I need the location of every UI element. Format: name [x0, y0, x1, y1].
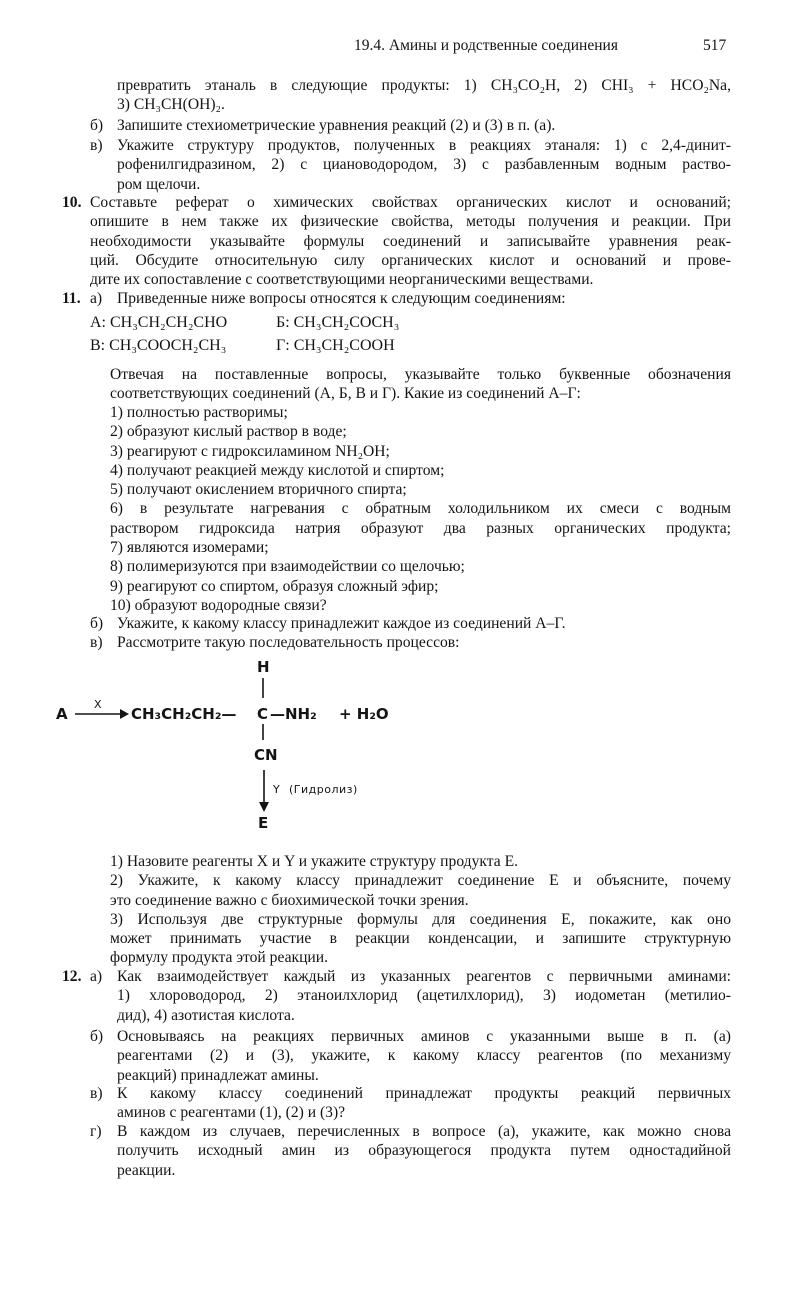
q12b-line: реакций) принадлежат амины. [117, 1066, 319, 1084]
hydrolysis-label: (Гидролиз) [289, 783, 358, 796]
q9v-label: в) [90, 137, 103, 154]
intro-line: превратить этаналь в следующие продукты: 1) CH₃CO₂H, 2) CHI₃ + HCO₂Na, [117, 77, 731, 94]
sub-question-line: 2) Укажите, к какому классу принадлежит соединение E и объясните, почему [110, 872, 731, 890]
q9v-line: Укажите структуру продуктов, полученных в реакциях этаналя: 1) с 2,4-динит- [117, 137, 731, 154]
arrow-y-head [259, 802, 269, 812]
list-item: 1) полностью растворимы; [110, 404, 288, 421]
q10-line: опишите в нем также их физические свойства, методы получения и реакции. При [90, 213, 731, 231]
sub-question-line: 1) Назовите реагенты X и Y и укажите структуру продукта E. [110, 853, 519, 870]
q12v-line: К какому классу соединений принадлежат продукты реакций первичных [117, 1085, 731, 1102]
answer-intro-line: Отвечая на поставленные вопросы, указывайте только буквенные обозначения [110, 366, 731, 383]
chain-fragment: CH₃CH₂CH₂— [131, 705, 237, 723]
q10-line: ций. Обсудите относительную силу органических кислот и оснований и прове- [90, 251, 731, 269]
section-title: 19.4. Амины и родственные соединения [354, 37, 618, 54]
sub-question-line: формулу продукта этой реакции. [110, 949, 329, 967]
list-item: 7) являются изомерами; [110, 539, 269, 557]
compound-v: В: CH₃COOCH₂CH₃ [90, 337, 227, 354]
q11a-line: Приведенные ниже вопросы относятся к следующим соединениям: [117, 290, 566, 307]
q11b-text: Укажите, к какому классу принадлежит каждое из соединений А–Г. [117, 615, 566, 632]
q10-text [90, 193, 731, 289]
q12g-line: реакции. [117, 1161, 176, 1179]
q11v-label: в) [90, 634, 103, 651]
q12g-label: г) [90, 1123, 102, 1140]
q12g-line: получить исходный амин из образующегося продукта путем одностадийной [117, 1142, 731, 1160]
q12a-line: дид), 4) азотистая кислота. [117, 1006, 295, 1024]
q12a-line: 1) хлороводород, 2) этаноилхлорид (ацетилхлорид), 3) иодометан (метилио- [117, 987, 731, 1005]
q9b-label: б) [90, 117, 104, 134]
cyano-group: CN [254, 746, 278, 764]
reagent-y: Y [273, 783, 281, 796]
compound-g: Г: CH₃CH₂COOH [276, 337, 395, 354]
q12v-text [117, 1084, 731, 1123]
q12-number: 12. [62, 968, 82, 985]
q11a-text [117, 289, 731, 308]
answer-intro-line: соответствующих соединений (А, Б, В и Г). Какие из соединений А–Г: [110, 385, 581, 403]
q11b-label: б) [90, 615, 104, 632]
q12b-text [117, 1027, 731, 1085]
sub-question-line: 3) Используя две структурные формулы для соединения E, покажите, как оно [110, 910, 731, 928]
product-e: E [258, 814, 269, 832]
q12b-label: б) [90, 1028, 104, 1045]
list-item: 8) полимеризуются при взаимодействии со щелочью; [110, 558, 465, 576]
scheme-lines [40, 650, 460, 840]
q9b-line: Запишите стехиометрические уравнения реакций (2) и (3) в п. (а). [117, 117, 556, 134]
q9v-text [117, 136, 731, 194]
page-number: 517 [703, 37, 727, 54]
q12b-line: Основываясь на реакциях первичных аминов с указанными выше в п. (а) [117, 1028, 731, 1045]
q11v-text: Рассмотрите такую последовательность процессов: [117, 634, 460, 651]
reaction-scheme [40, 650, 460, 840]
q10-line: необходимости указывайте формулы соединений и записывайте уравнения реак- [90, 232, 731, 250]
q12a-label: а) [90, 968, 103, 985]
q12a-line: Как взаимодействует каждый из указанных реагентов с первичными аминами: [117, 968, 731, 985]
q12v-label: в) [90, 1085, 103, 1102]
q9b-text [117, 116, 731, 135]
q12a-text [117, 967, 731, 1025]
running-header [0, 36, 799, 58]
reagent-x: X [94, 698, 103, 711]
list-item: 10) образуют водородные связи? [110, 596, 327, 614]
amine-group: —NH₂ [270, 705, 317, 723]
list-item: 5) получают окислением вторичного спирта; [110, 481, 407, 499]
plus-water: + H₂O [339, 705, 389, 723]
scheme-questions [110, 852, 731, 968]
q10-line: Составьте реферат о химических свойствах органических кислот и оснований; [90, 194, 731, 211]
q10-number: 10. [62, 194, 82, 211]
reactant-a: A [56, 705, 68, 723]
intro-line: 3) CH₃CH(OH)₂. [117, 96, 225, 114]
question-list [110, 403, 731, 615]
q11a-label: а) [90, 290, 103, 307]
list-item: 3) реагируют с гидроксиламином NH₂OH; [110, 442, 390, 460]
list-item: 2) образуют кислый раствор в воде; [110, 423, 347, 441]
central-carbon: C [257, 705, 269, 723]
list-item: 6) в результате нагревания с обратным холодильником их смеси с водным [110, 500, 731, 518]
q9v-line: рофенилгидразином, 2) с циановодородом, 3) с разбавленным водным раство- [117, 156, 731, 174]
q12g-text [117, 1122, 731, 1180]
list-item: 4) получают реакцией между кислотой и спиртом; [110, 461, 445, 479]
compound-b: Б: CH₃CH₂COCH₃ [276, 314, 400, 331]
q12b-line: реагентами (2) и (3), укажите, к какому классу реагентов (по механизму [117, 1047, 731, 1065]
answer-intro [110, 365, 731, 404]
top-hydrogen: H [257, 658, 270, 676]
compound-a: А: CH₃CH₂CH₂CHO [90, 314, 228, 331]
sub-question-line: это соединение важно с биохимической точки зрения. [110, 891, 469, 909]
q10-line: дите их сопоставление с соответствующими неорганическими веществами. [90, 271, 594, 289]
list-item: 9) реагируют со спиртом, образуя сложный эфир; [110, 577, 439, 595]
list-item: раствором гидроксида натрия образуют два разных органических продукта; [110, 519, 731, 537]
arrow-x-head [120, 709, 129, 719]
q12v-line: аминов с реагентами (1), (2) и (3)? [117, 1104, 346, 1122]
q11-number: 11. [62, 290, 81, 307]
sub-question-line: может принимать участие в реакции конденсации, и запишите структурную [110, 930, 731, 948]
q12g-line: В каждом из случаев, перечисленных в вопросе (а), укажите, как можно снова [117, 1123, 731, 1140]
q9v-line: ром щелочи. [117, 175, 201, 193]
intro-paragraph [117, 76, 731, 115]
